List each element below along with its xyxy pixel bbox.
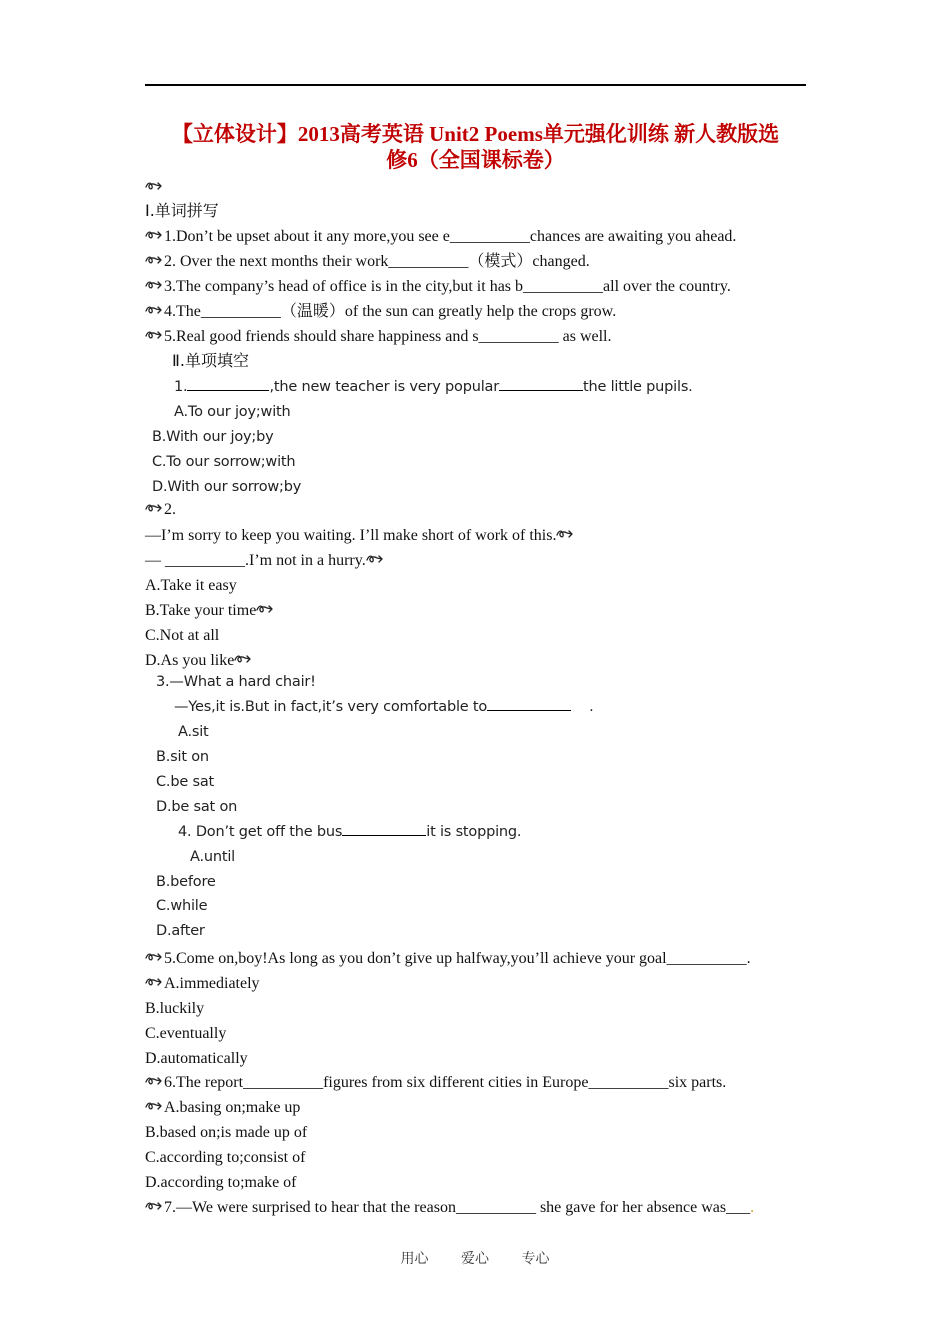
- question-3-line-1: 3.—What a hard chair!: [156, 674, 316, 690]
- option: D.automatically: [145, 1050, 248, 1067]
- section-1-heading: Ⅰ.单词拼写: [145, 201, 219, 220]
- link-arrow-icon: [145, 1101, 163, 1111]
- link-arrow-icon: [145, 330, 163, 340]
- question-1-stem: 1. ,the new teacher is very popular the little pupils.: [174, 379, 693, 395]
- link-arrow-icon: [256, 604, 274, 614]
- link-arrow-icon: [556, 529, 574, 539]
- question-2-line-2: — __________.I’m not in a hurry.: [145, 551, 385, 571]
- footer-word: 用心: [400, 1251, 429, 1267]
- list-item: 4.The__________（温暖）of the sun can greatly help the crops grow.: [145, 302, 616, 322]
- link-arrow-icon: [366, 554, 384, 564]
- option: A.sit: [178, 724, 209, 740]
- link-arrow-icon: [145, 181, 163, 191]
- footer-word: 专心: [521, 1251, 550, 1267]
- answer-blank: [487, 697, 571, 711]
- question-4-stem: 4. Don’t get off the bus it is stopping.: [178, 824, 522, 840]
- link-arrow-icon: [145, 1201, 163, 1211]
- option: C.while: [156, 898, 208, 914]
- list-item: 1.Don’t be upset about it any more,you see e__________chances are awaiting you ahead.: [145, 227, 736, 247]
- link-arrow-icon: [145, 503, 163, 513]
- section-2-heading: Ⅱ.单项填空: [172, 351, 249, 370]
- document-title: [145, 121, 806, 173]
- option: D.according to;make of: [145, 1174, 297, 1191]
- option: A.Take it easy: [145, 577, 237, 594]
- answer-blank: [342, 822, 426, 836]
- option: D.As you like: [145, 651, 253, 671]
- link-arrow-icon: [145, 280, 163, 290]
- option: C.eventually: [145, 1025, 227, 1042]
- option: C.according to;consist of: [145, 1149, 306, 1166]
- question-6-stem: 6.The report__________figures from six different cities in Europe__________six parts.: [145, 1073, 726, 1093]
- link-arrow-icon: [145, 1076, 163, 1086]
- link-arrow-icon: [145, 977, 163, 987]
- option: B.sit on: [156, 749, 209, 765]
- list-item: 2. Over the next months their work__________（模式）changed.: [145, 252, 590, 272]
- link-arrow-icon: [145, 230, 163, 240]
- question-3-line-2: —Yes,it is.But in fact,it’s very comfortable to .: [174, 699, 594, 715]
- page-footer: [0, 1248, 950, 1268]
- header-rule: [145, 84, 806, 86]
- answer-blank: [499, 377, 583, 391]
- question-5-stem: 5.Come on,boy!As long as you don’t give up halfway,you’ll achieve your goal__________.: [145, 949, 751, 969]
- option: B.before: [156, 874, 216, 890]
- option: A.until: [190, 849, 235, 865]
- list-item: 5.Real good friends should share happiness and s__________ as well.: [145, 327, 611, 347]
- option: C.To our sorrow;with: [152, 454, 296, 470]
- link-arrow-icon: [145, 255, 163, 265]
- link-arrow-icon: [145, 305, 163, 315]
- title-line-1: 【立体设计】2013高考英语 Unit2 Poems单元强化训练 新人教版选: [171, 122, 780, 146]
- option: C.be sat: [156, 774, 214, 790]
- option: A.immediately: [145, 974, 260, 994]
- option: B.Take your time: [145, 601, 275, 621]
- link-arrow-icon: [234, 654, 252, 664]
- paragraph-marker: [145, 178, 164, 198]
- option: A.basing on;make up: [145, 1098, 300, 1118]
- option: D.With our sorrow;by: [152, 479, 302, 495]
- title-line-2: 修6（全国课标卷）: [386, 148, 565, 172]
- link-arrow-icon: [145, 952, 163, 962]
- option: C.Not at all: [145, 627, 220, 644]
- list-item: 3.The company’s head of office is in the city,but it has b__________all over the country.: [145, 277, 731, 297]
- option: D.after: [156, 923, 205, 939]
- option: B.luckily: [145, 1000, 205, 1017]
- option: B.With our joy;by: [152, 429, 274, 445]
- answer-blank: [187, 377, 269, 391]
- option: D.be sat on: [156, 799, 238, 815]
- question-2-line-1: —I’m sorry to keep you waiting. I’ll make short of work of this.: [145, 526, 575, 546]
- footer-word: 爱心: [461, 1251, 489, 1267]
- question-7-stem: 7.—We were surprised to hear that the reason__________ she gave for her absence was___.: [145, 1198, 754, 1218]
- option: B.based on;is made up of: [145, 1124, 308, 1141]
- question-2-number: 2.: [145, 500, 176, 520]
- option: A.To our joy;with: [174, 404, 291, 420]
